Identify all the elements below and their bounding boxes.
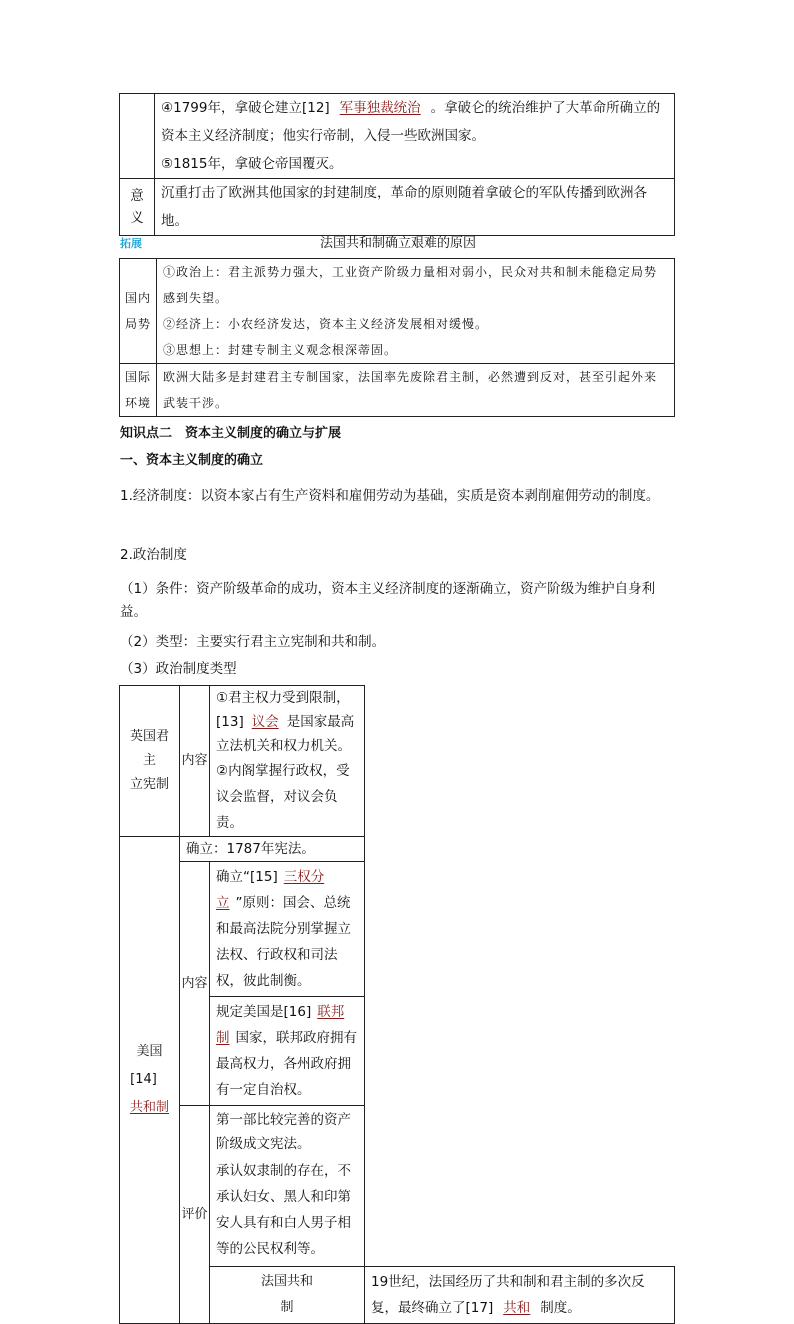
us-content-1-suffix: ”原则：国会、总统和最高法院分别掌握立法权、行政权和司法权，彼此制衡。 — [216, 895, 351, 989]
course-item-4-prefix: ④1799年，拿破仑建立[12] — [161, 100, 330, 116]
intl-label-line1: 国际 — [124, 370, 151, 384]
uk-label-line1: 英国君主 — [129, 729, 169, 768]
uk-label — [120, 686, 180, 837]
us-label-name: 美国 — [136, 1044, 163, 1059]
significance-label: 意义 — [120, 179, 155, 236]
answer-12: 军事独裁统治 — [339, 100, 421, 116]
domestic-label-line2: 局势 — [124, 317, 151, 331]
domestic-item-politics: ①政治上：君主派势力强大，工业资产阶级力量相对弱小，民众对共和制未能稳定局势感到失望。 — [163, 265, 658, 305]
france-label-line1: 法国共和 — [260, 1274, 313, 1289]
us-content-2 — [210, 997, 365, 1106]
condition-text: （1）条件：资产阶级革命的成功，资本主义经济制度的逐渐确立，资产阶级为维护自身利益。 — [120, 581, 656, 620]
subheading-establish: 一、资本主义制度的确立 — [120, 453, 264, 468]
expand-tag: 拓展 — [120, 237, 142, 250]
us-blank-number: [14] — [130, 1072, 157, 1087]
significance-text: 沉重打击了欧洲其他国家的封建制度，革命的原则随着拿破仑的军队传播到欧洲各地。 — [155, 179, 675, 236]
course-item-4-suffix: 。拿破仑的统治维护了大革命所确立的资本主义经济制度；他实行帝制，入侵一些欧洲国家。 — [161, 100, 661, 144]
section-heading: 知识点二 资本主义制度的确立与扩展 — [120, 426, 342, 441]
us-content-label: 内容 — [180, 862, 210, 1106]
type-text: （2）类型：主要实行君主立宪制和共和制。 — [120, 634, 386, 650]
expand-title: 法国共和制确立艰难的原因 — [319, 236, 476, 251]
course-item-5: ⑤1815年，拿破仑帝国覆灭。 — [161, 156, 343, 172]
uk-item-2: ②内阁掌握行政权，受议会监督，对议会负责。 — [210, 758, 365, 837]
france-text — [365, 1267, 675, 1324]
empty-label-cell — [120, 94, 155, 179]
intl-label-line2: 环境 — [124, 396, 151, 410]
domestic-item-thought: ③思想上：封建专制主义观念根深蒂固。 — [163, 343, 398, 357]
us-label — [120, 837, 180, 1324]
domestic-item-economy: ②经济上：小农经济发达，资本主义经济发展相对缓慢。 — [163, 317, 489, 331]
us-content-1 — [210, 862, 365, 997]
domestic-label — [120, 259, 157, 364]
answer-14: 共和制 — [129, 1100, 169, 1115]
france-label-line2: 制 — [280, 1300, 294, 1315]
us-eval-1: 第一部比较完善的资产阶级成文宪法。 — [210, 1106, 365, 1159]
domestic-items — [157, 259, 675, 364]
us-content-1-prefix: 确立“[15] — [216, 869, 278, 885]
intl-text: 欧洲大陆多是封建君主专制国家，法国率先废除君主制，必然遭到反对，甚至引起外来武装干涉。 — [157, 364, 675, 417]
uk-item-1 — [210, 686, 365, 759]
political-types-table — [119, 685, 675, 1324]
napoleon-table — [119, 93, 675, 236]
uk-item-1-prefix: ①君主权力受到限制，[13] — [216, 690, 350, 730]
uk-content-label: 内容 — [180, 686, 210, 837]
france-label — [210, 1267, 365, 1324]
intl-label — [120, 364, 157, 417]
answer-17: 共和 — [503, 1300, 531, 1316]
answer-15: 三权分立 — [216, 869, 325, 911]
domestic-label-line1: 国内 — [124, 291, 151, 305]
course-item-4 — [161, 94, 670, 150]
uk-item-1-suffix: 是国家最高立法机关和权力机关。 — [216, 714, 355, 754]
economic-system: 1.经济制度：以资本家占有生产资料和雇佣劳动为基础，实质是资本剥削雇佣劳动的制度。 — [120, 488, 660, 504]
answer-16: 联邦制 — [216, 1004, 345, 1046]
france-text-suffix: 制度。 — [540, 1300, 581, 1316]
uk-label-line2: 立宪制 — [129, 777, 169, 792]
types-title: （3）政治制度类型 — [120, 661, 237, 677]
france-text-prefix: 19世纪，法国经历了共和制和君主制的多次反复，最终确立了[17] — [371, 1274, 645, 1316]
us-eval-label: 评价 — [180, 1106, 210, 1324]
course-cell — [155, 94, 675, 179]
political-system: 2.政治制度 — [120, 547, 187, 563]
us-content-2-prefix: 规定美国是[16] — [216, 1004, 312, 1020]
expand-table — [119, 258, 675, 417]
answer-13: 议会 — [251, 714, 279, 730]
us-establish: 确立：1787年宪法。 — [180, 837, 365, 862]
us-eval-2: 承认奴隶制的存在，不承认妇女、黑人和印第安人具有和白人男子相等的公民权利等。 — [210, 1158, 365, 1267]
us-content-2-suffix: 国家，联邦政府拥有最高权力，各州政府拥有一定自治权。 — [216, 1030, 357, 1098]
